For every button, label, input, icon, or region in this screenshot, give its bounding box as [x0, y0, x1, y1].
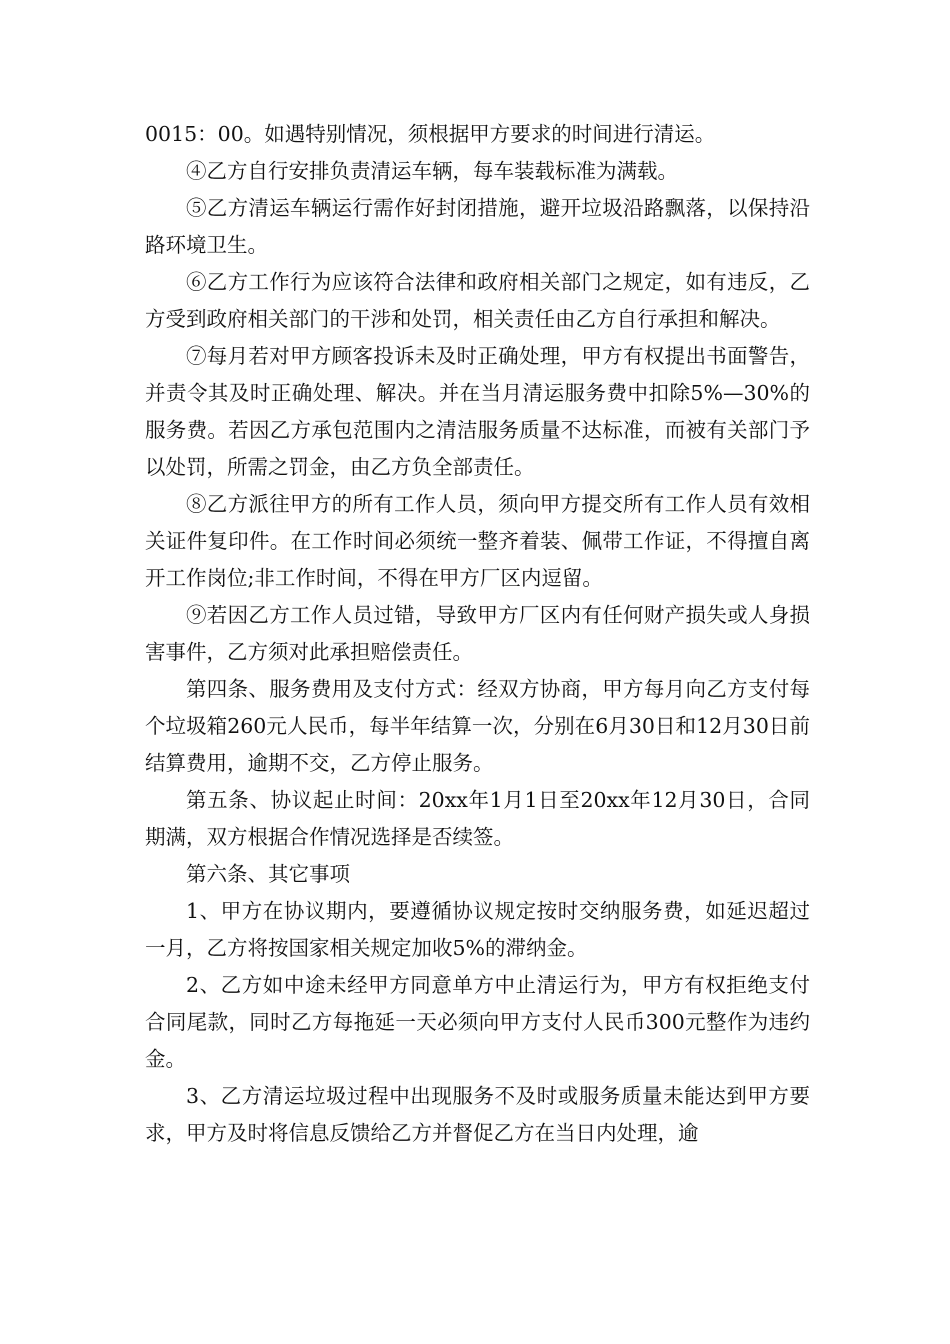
paragraph-item-7: ⑦每月若对甲方顾客投诉未及时正确处理，甲方有权提出书面警告，并责令其及时正确处理、解决。并在当月清运服务费中扣除5%—30%的服务费。若因乙方承包范围内之清洁服务质量不达标准，而被有关部门予以处罚，所需之罚金，由乙方负全部责任。: [145, 344, 810, 479]
article-5-term: 第五条、协议起止时间：20xx年1月1日至20xx年12月30日，合同期满，双方根据合作情况选择是否续签。: [145, 788, 810, 849]
document-body: [145, 116, 810, 1152]
article-4-fees: 第四条、服务费用及支付方式：经双方协商，甲方每月向乙方支付每个垃圾箱260元人民币，每半年结算一次，分别在6月30日和12月30日前结算费用，逾期不交，乙方停止服务。: [145, 677, 810, 775]
paragraph-item-5: ⑤乙方清运车辆运行需作好封闭措施，避开垃圾沿路飘落，以保持沿路环境卫生。: [145, 196, 810, 257]
paragraph-item-4: ④乙方自行安排负责清运车辆，每车装载标准为满载。: [186, 159, 678, 183]
clause-3: 3、乙方清运垃圾过程中出现服务不及时或服务质量未能达到甲方要求，甲方及时将信息反馈给乙方并督促乙方在当日内处理，逾: [145, 1084, 810, 1145]
article-6-heading: 第六条、其它事项: [186, 862, 350, 886]
clause-2: 2、乙方如中途未经甲方同意单方中止清运行为，甲方有权拒绝支付合同尾款，同时乙方每拖延一天必须向甲方支付人民币300元整作为违约金。: [145, 973, 810, 1071]
paragraph-item-8: ⑧乙方派往甲方的所有工作人员，须向甲方提交所有工作人员有效相关证件复印件。在工作时间必须统一整齐着装、佩带工作证，不得擅自离开工作岗位;非工作时间，不得在甲方厂区内逗留。: [145, 492, 810, 590]
clause-1: 1、甲方在协议期内，要遵循协议规定按时交纳服务费，如延迟超过一月，乙方将按国家相关规定加收5%的滞纳金。: [145, 899, 810, 960]
paragraph-item-9: ⑨若因乙方工作人员过错，导致甲方厂区内有任何财产损失或人身损害事件，乙方须对此承担赔偿责任。: [145, 603, 810, 664]
paragraph-item-6: ⑥乙方工作行为应该符合法律和政府相关部门之规定，如有违反，乙方受到政府相关部门的干涉和处罚，相关责任由乙方自行承担和解决。: [145, 270, 810, 331]
paragraph-continuation: 0015：00。如遇特别情况，须根据甲方要求的时间进行清运。: [145, 122, 716, 146]
